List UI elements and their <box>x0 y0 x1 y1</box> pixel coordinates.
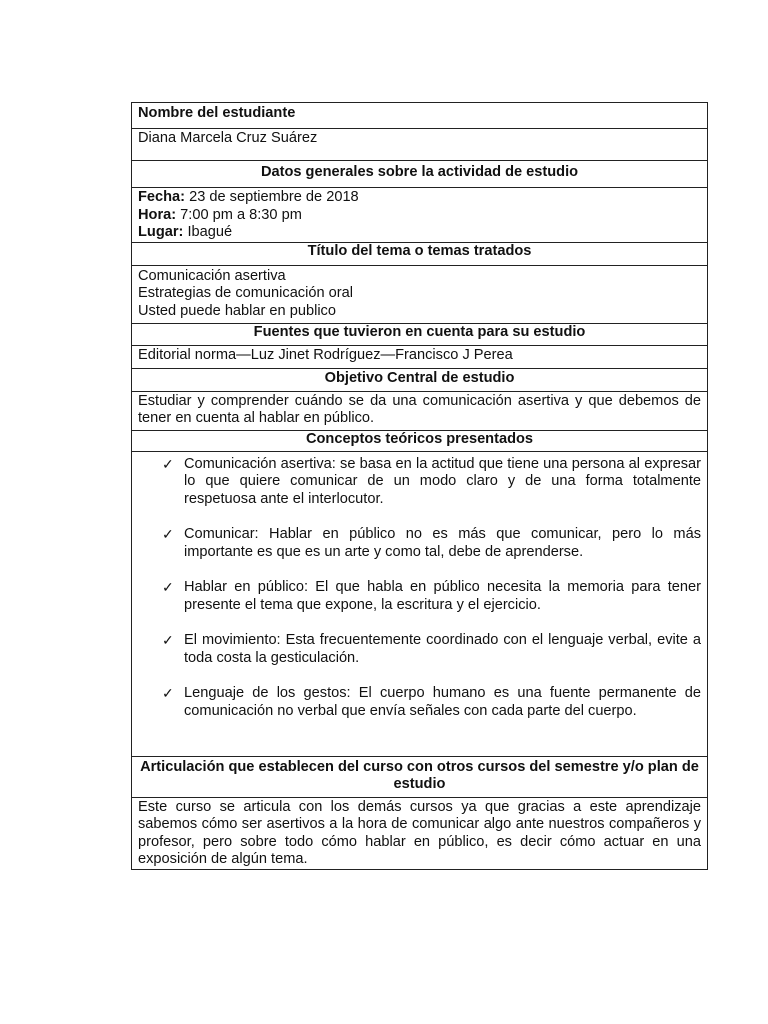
sources-header-row <box>132 323 708 345</box>
study-activity-table <box>131 102 708 870</box>
concept-text: Lenguaje de los gestos: El cuerpo humano es una fuente permanente de comunicación no verbal que envía señales con cada parte del cuerpo. <box>184 685 701 719</box>
check-icon: ✓ <box>162 455 174 472</box>
student-header: Nombre del estudiante <box>132 103 708 129</box>
topic-item: Estrategias de comunicación oral <box>138 285 353 301</box>
lugar-line <box>138 224 701 242</box>
topics-header-row <box>132 242 708 265</box>
lugar-label: Lugar: <box>138 224 184 240</box>
objective-header-row <box>132 368 708 391</box>
articulation-header-row <box>132 756 708 797</box>
concepts-header-row <box>132 430 708 451</box>
student-header-row <box>132 103 708 129</box>
sources-header: Fuentes que tuvieron en cuenta para su estudio <box>132 323 708 345</box>
check-icon: ✓ <box>162 632 174 648</box>
objective-text: Estudiar y comprender cuándo se da una comunicación asertiva y que debemos de tener en cuenta al hablar en público. <box>132 391 708 430</box>
sources-text: Editorial norma—Luz Jinet Rodríguez—Francisco J Perea <box>132 345 708 368</box>
student-name: Diana Marcela Cruz Suárez <box>132 129 708 161</box>
concept-text: Hablar en público: El que habla en público necesita la memoria para tener presente el tema que expone, la escritura y el ejercicio. <box>184 579 701 613</box>
concepts-bullets <box>138 456 701 721</box>
list-item <box>162 685 701 720</box>
topic-item: Usted puede hablar en publico <box>138 302 336 319</box>
general-header: Datos generales sobre la actividad de estudio <box>132 161 708 188</box>
concept-text: El movimiento: Esta frecuentemente coordinado con el lenguaje verbal, evite a toda costa la gesticulación. <box>184 632 701 666</box>
articulation-text-row <box>132 797 708 869</box>
fecha-value: 23 de septiembre de 2018 <box>185 189 359 205</box>
list-item <box>162 579 701 614</box>
hora-line <box>138 207 701 225</box>
topics-list-row <box>132 265 708 323</box>
list-item <box>162 632 701 667</box>
hora-label: Hora: <box>138 206 177 223</box>
concepts-list <box>132 451 708 756</box>
general-header-row <box>132 161 708 188</box>
topic-item: Comunicación asertiva <box>138 267 286 284</box>
concept-text: Comunicación asertiva: se basa en la actitud que tiene una persona al expresar lo que quiere comunicar de un modo claro y de una forma totalmente respetuosa ante el interlocutor. <box>184 455 701 507</box>
general-data <box>132 188 708 243</box>
topics-header: Título del tema o temas tratados <box>132 242 708 265</box>
objective-text-row <box>132 391 708 430</box>
hora-value: 7:00 pm a 8:30 pm <box>176 206 302 223</box>
articulation-header: Articulación que establecen del curso con otros cursos del semestre y/o plan de estudio <box>132 756 708 797</box>
objective-header: Objetivo Central de estudio <box>132 368 708 391</box>
check-icon: ✓ <box>162 579 174 595</box>
general-data-row <box>132 188 708 243</box>
fecha-line <box>138 189 701 207</box>
sources-text-row <box>132 345 708 368</box>
articulation-text: Este curso se articula con los demás cursos ya que gracias a este aprendizaje sabemos cómo ser asertivos a la hora de comunicar algo ante nuestros compañeros y profesor, pero sobre todo cómo hablar en público, es decir cómo actuar en una exposición de algún tema. <box>132 797 708 869</box>
list-item <box>162 526 701 561</box>
fecha-label: Fecha: <box>138 189 186 205</box>
list-item <box>162 456 701 509</box>
student-name-row <box>132 129 708 161</box>
lugar-value: Ibagué <box>183 224 233 240</box>
check-icon: ✓ <box>162 685 174 701</box>
concepts-list-row <box>132 451 708 756</box>
check-icon: ✓ <box>162 526 174 542</box>
concept-text: Comunicar: Hablar en público no es más que comunicar, pero lo más importante es que es un arte y como tal, debe de aprenderse. <box>184 526 701 560</box>
concepts-header: Conceptos teóricos presentados <box>132 430 708 451</box>
topics-list <box>132 265 708 323</box>
